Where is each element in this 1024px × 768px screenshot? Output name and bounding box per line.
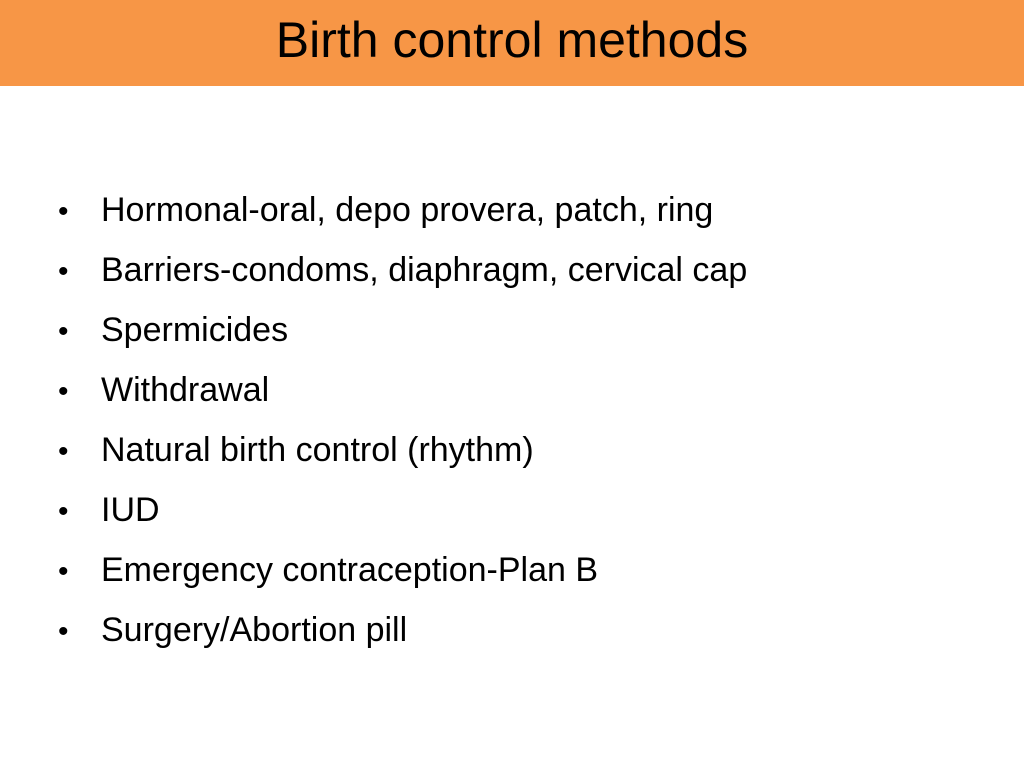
bullet-icon: • (58, 555, 69, 588)
list-item-text: Withdrawal (101, 371, 270, 409)
slide-title: Birth control methods (275, 12, 749, 68)
bullet-icon: • (58, 315, 69, 348)
list-item-text: Barriers-condoms, diaphragm, cervical cap (101, 251, 748, 289)
list-item-text: Surgery/Abortion pill (101, 611, 408, 649)
title-bar (0, 0, 1024, 86)
list-item (58, 540, 747, 600)
list-item (58, 480, 747, 540)
bullet-icon: • (58, 375, 69, 408)
list-item (58, 300, 747, 360)
list-item (58, 420, 747, 480)
list-item-text: IUD (101, 491, 160, 529)
list-item-text: Hormonal-oral, depo provera, patch, ring (101, 191, 714, 229)
bullet-list (58, 180, 747, 660)
list-item (58, 180, 747, 240)
bullet-icon: • (58, 435, 69, 468)
bullet-icon: • (58, 255, 69, 288)
bullet-icon: • (58, 195, 69, 228)
list-item (58, 360, 747, 420)
list-item (58, 240, 747, 300)
list-item-text: Emergency contraception-Plan B (101, 551, 599, 589)
list-item-text: Natural birth control (rhythm) (101, 431, 534, 469)
bullet-icon: • (58, 495, 69, 528)
list-item-text: Spermicides (101, 311, 289, 349)
bullet-icon: • (58, 615, 69, 648)
list-item (58, 600, 747, 660)
